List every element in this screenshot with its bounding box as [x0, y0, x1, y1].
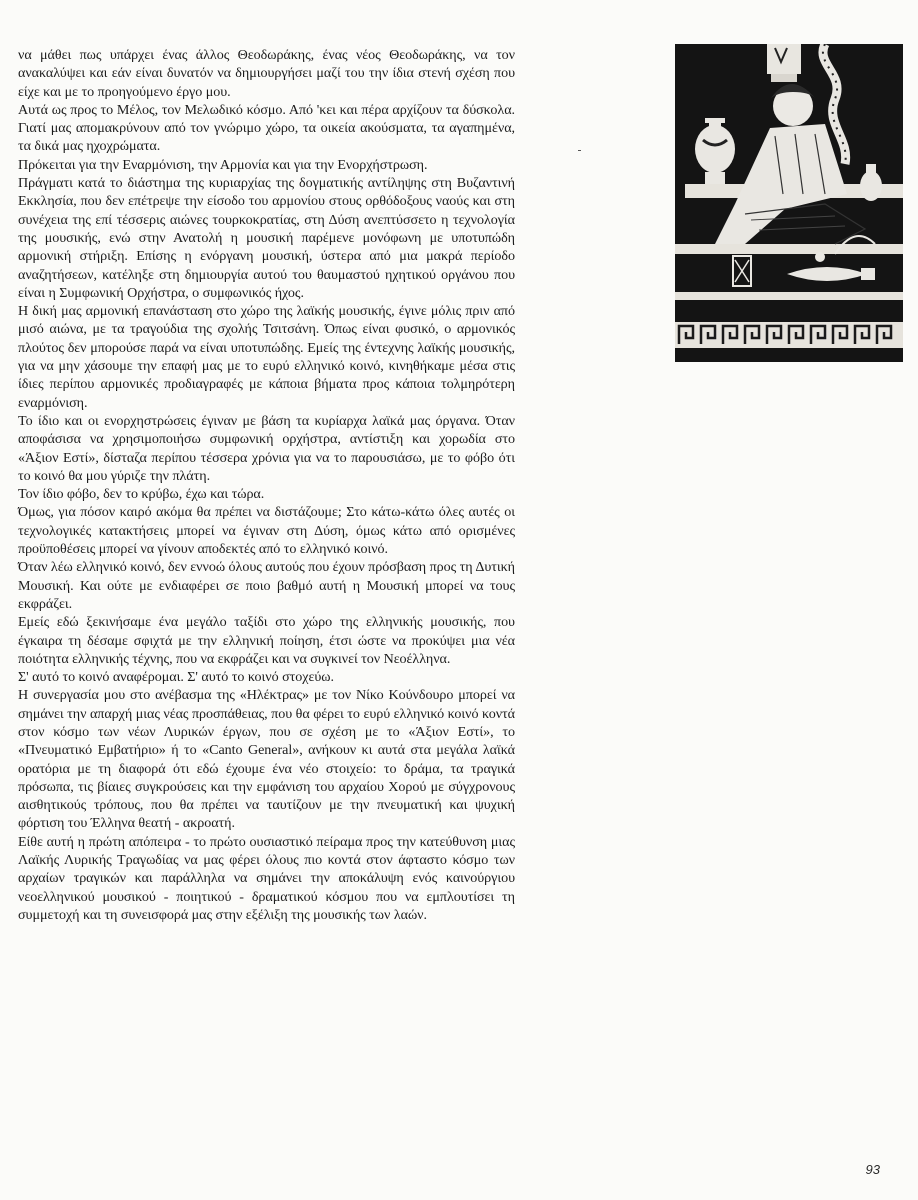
paragraph: Τον ίδιο φόβο, δεν το κρύβω, έχω και τώρα. — [18, 486, 265, 503]
paragraph: Πρόκειται για την Εναρμόνιση, την Αρμονία και για την Ενορχήστρωση. — [18, 156, 428, 173]
paragraph: Είθε αυτή η πρώτη απόπειρα - το πρώτο ουσιαστικό πείραμα προς την κατεύθυνση μιας Λαϊκής Λυρικής Τραγωδίας να μας φέρει όλους πιο κοντά στον άφταστο κόσμο των αρχαίων τραγικών και παράλληλα να σημάνει την αποκάλυψη ενός καινούργιου νεοελληνικού μουσικού - ποιητικού - δραματικού κόσμου που να εμπλουτίσει τη συμμετοχή και τη συνεισφορά μας στην εξέλιξη της μουσικής των λαών. — [18, 833, 515, 923]
paragraph: Εμείς εδώ ξεκινήσαμε ένα μεγάλο ταξίδι στο χώρο της ελληνικής μουσικής, που έγκαιρα τη δέσαμε σφιχτά με την ελληνική ποίηση, έτσι ώστε να προκύψει μια νέα ποιότητα ελληνικής τέχνης, που να εκφράζει και να συγκινεί τον Νεοέλληνα. — [18, 614, 515, 667]
paragraph: Όταν λέω ελληνικό κοινό, δεν εννοώ όλους αυτούς που έχουν πρόσβαση προς τη Δυτική Μουσική. Και ούτε με ενδιαφέρει σε ποιο βαθμό αυτή η Μουσική μπορεί να τους εκφράζει. — [18, 559, 515, 612]
paragraph: Το ίδιο και οι ενορχηστρώσεις έγιναν με βάση τα κυρίαρχα λαϊκά μας όργανα. Όταν αποφάσισα να χρησιμοποιήσω συμφωνική ορχήστρα, αντίστιξη και χορωδία στο «Άξιον Εστί», δίσταζα περίπου τέσσερα χρόνια για να το παρουσιάσω, με το φόβο ότι το κοινό θα μου γύριζε την πλάτη. — [18, 412, 515, 484]
paragraph: να μάθει πως υπάρχει ένας άλλος Θεοδωράκης, ένας νέος Θεοδωράκης, να τον ανακαλύψει και εάν είναι δυνατόν να δημιουργήσει μαζί του την ίδια στενή σχέση που είχε και με το προηγούμενο έργο μου. — [18, 47, 515, 100]
paragraph: Αυτά ως προς το Μέλος, τον Μελωδικό κόσμο. Από 'κει και πέρα αρχίζουν τα δύσκολα. Γιατί μας απομακρύνουν από τον γνώριμο χώρο, τα οικεία ακούσματα, τα αγαπημένα, τα δικά μας ηχοχρώματα. — [18, 101, 515, 155]
vase-painting-illustration — [675, 44, 903, 362]
paragraph: Πράγματι κατά το διάστημα της κυριαρχίας της δογματικής αντίληψης στη Βυζαντινή Εκκλησία, που δεν επέτρεψε την είσοδο του αρμονίου στους ορθόδοξους ναούς και στη συνέχεια της επί τέσσερις αιώνες τουρκοκρατίας, στη Δύση ανεπτύσσετο η τεχνολογία της μουσικής, ενώ στην Ανατολή η μουσική παρέμενε μονόφωνη με υποτυπώδη αρμονική στήριξη. Επίσης η ενόργανη μουσική, ύστερα από μια μακρά περίοδο αναζητήσεων, κατέληξε στη δημιουργία αυτού του θαυμαστού ηχητικού οργάνου που είναι η Συμφωνική Ορχήστρα, ο συμφωνικός ήχος. — [18, 175, 515, 301]
paragraph: Σ' αυτό το κοινό αναφέρομαι. Σ' αυτό το κοινό στοχεύω. — [18, 669, 334, 686]
article-text-column — [18, 46, 515, 924]
margin-mark — [578, 150, 581, 151]
paragraph: Όμως, για πόσον καιρό ακόμα θα πρέπει να διστάζουμε; Στο κάτω-κάτω όλες αυτές οι τεχνολογικές κατακτήσεις μπορεί να έγιναν στη Δύση, όμως κάτω από ορισμένες προϋποθέσεις μπορεί να γίνουν αποδεκτές από το ελληνικό κοινό. — [18, 504, 515, 558]
paragraph: Η δική μας αρμονική επανάσταση στο χώρο της λαϊκής μουσικής, έγινε μόλις πριν από μισό αιώνα, με τα τραγούδια της σχολής Τσιτσάνη. Όπως είναι φυσικό, ο αρμονικός πλούτος δεν μπορούσε παρά να είναι υποτυπώδης. Εμείς της έντεχνης λαϊκής μουσικής, για να μην χάσουμε την επαφή μας με το ευρύ ελληνικό κοινό, κινηθήκαμε μέσα στις ίδιες περίπου αρμονικές προδιαγραφές με κάποια βήματα προς κάποια τολμηρότερη εναρμόνιση. — [18, 303, 515, 411]
vase-painting-svg — [675, 44, 903, 362]
paragraph: Η συνεργασία μου στο ανέβασμα της «Ηλέκτρας» με τον Νίκο Κούνδουρο μπορεί να σημάνει την απαρχή μιας νέας προσπάθειας, που θα φέρει το ευρύ ελληνικό κοινό κοντά στον κόσμο των νέων Λυρικών έργων, που σε σχέση με το «Άξιον Εστί», το «Πνευματικό Εμβατήριο» ή το «Canto General», ανήκουν κι αυτά στα μεγάλα λαϊκά ορατόρια με τη διαφορά ότι εδώ έχουμε ένα νέο στοιχείο: το δράμα, τα τραγικά πρόσωπα, τις βίαιες συγκρούσεις και την εμφάνιση του αρχαίου Χορού με σύγχρονους αισθητικούς τρόπους, που θα πρέπει να ταυτίζουν με την πνευματική και ψυχική φόρτιση του Έλληνα θεατή - ακροατή. — [18, 687, 515, 832]
page-number: 93 — [865, 1162, 880, 1177]
